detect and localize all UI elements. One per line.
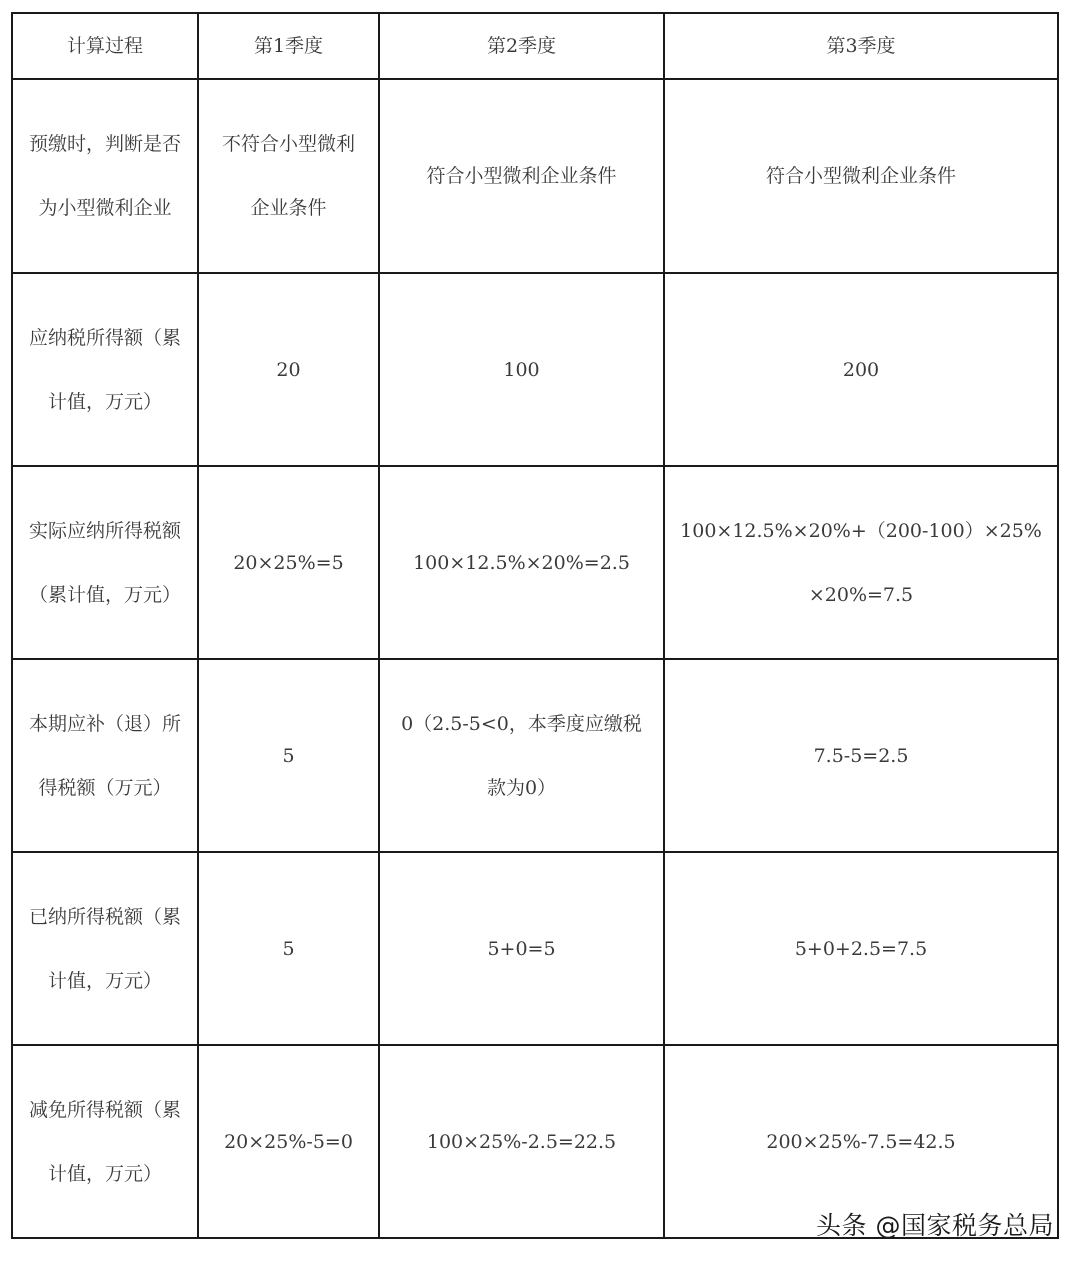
table-row [12, 466, 1058, 659]
table-row [12, 659, 1058, 852]
row-label: 应纳税所得额（累计值，万元） [12, 273, 198, 466]
row-label: 实际应纳所得税额（累计值，万元） [12, 466, 198, 659]
table-header-row [12, 13, 1058, 79]
cell-q2: 0（2.5-5<0，本季度应缴税款为0） [379, 659, 664, 852]
header-q2: 第2季度 [379, 13, 664, 79]
cell-q3: 200×25%-7.5=42.5 [664, 1045, 1058, 1238]
source-watermark: 头条 @国家税务总局 [816, 1211, 1054, 1240]
table-row [12, 273, 1058, 466]
cell-q2: 100 [379, 273, 664, 466]
row-label: 减免所得税额（累计值，万元） [12, 1045, 198, 1238]
row-label: 已纳所得税额（累计值，万元） [12, 852, 198, 1045]
cell-q3: 100×12.5%×20%+（200-100）×25%×20%=7.5 [664, 466, 1058, 659]
cell-q2: 100×12.5%×20%=2.5 [379, 466, 664, 659]
cell-q1: 5 [198, 659, 379, 852]
cell-q2: 5+0=5 [379, 852, 664, 1045]
cell-q2: 100×25%-2.5=22.5 [379, 1045, 664, 1238]
tax-calculation-table [11, 12, 1059, 1239]
cell-q3: 200 [664, 273, 1058, 466]
table-row [12, 852, 1058, 1045]
cell-q3: 7.5-5=2.5 [664, 659, 1058, 852]
header-q3: 第3季度 [664, 13, 1058, 79]
cell-q1: 20×25%-5=0 [198, 1045, 379, 1238]
cell-q1: 20 [198, 273, 379, 466]
cell-q3: 5+0+2.5=7.5 [664, 852, 1058, 1045]
header-calculation-process: 计算过程 [12, 13, 198, 79]
cell-q1: 5 [198, 852, 379, 1045]
cell-q2: 符合小型微利企业条件 [379, 79, 664, 273]
row-label: 预缴时，判断是否为小型微利企业 [12, 79, 198, 273]
cell-q3: 符合小型微利企业条件 [664, 79, 1058, 273]
cell-q1: 20×25%=5 [198, 466, 379, 659]
cell-q1: 不符合小型微利企业条件 [198, 79, 379, 273]
table-row [12, 79, 1058, 273]
row-label: 本期应补（退）所得税额（万元） [12, 659, 198, 852]
header-q1: 第1季度 [198, 13, 379, 79]
